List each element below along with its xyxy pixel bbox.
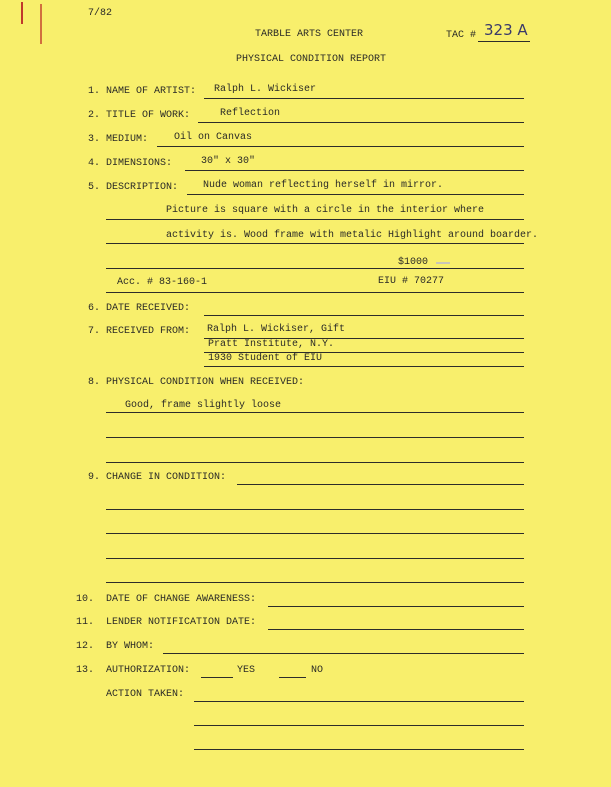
date-code: 7/82 [88,8,113,19]
medium-label: MEDIUM: [106,134,149,145]
item-number: 1. [88,86,101,97]
smudge [436,262,450,264]
action-rule-3 [194,749,524,750]
artist-value: Ralph L. Wickiser [214,84,317,95]
condition-received-label: PHYSICAL CONDITION WHEN RECEIVED: [106,377,305,388]
item-number: 6. [88,303,101,314]
condition-rule-2 [106,437,524,438]
item-number: 5. [88,182,101,193]
item-number: 12. [76,641,95,652]
item-number: 4. [88,158,101,169]
description-rule-1 [187,194,524,195]
lender-label: LENDER NOTIFICATION DATE: [106,617,257,628]
medium-value: Oil on Canvas [174,132,253,143]
change-rule-1 [237,484,524,485]
acc-number: Acc. # 83-160-1 [117,277,208,288]
dimensions-line [185,170,524,171]
action-rule-1 [194,701,524,702]
yes-blank [201,677,233,678]
change-awareness-label: DATE OF CHANGE AWARENESS: [106,594,257,605]
description-label: DESCRIPTION: [106,182,179,193]
change-rule-4 [106,558,524,559]
item-number: 2. [88,110,101,121]
description-rule-3 [106,243,524,244]
condition-received-value: Good, frame slightly loose [125,400,282,411]
lender-line [268,629,524,630]
artist-label: NAME OF ARTIST: [106,86,197,97]
change-awareness-line [268,606,524,607]
by-whom-label: BY WHOM: [106,641,155,652]
center-name: TARBLE ARTS CENTER [255,29,364,40]
artist-line [204,98,524,99]
authorization-label: AUTHORIZATION: [106,665,191,676]
tac-line [478,41,530,42]
action-label: ACTION TAKEN: [106,689,185,700]
item-number: 7. [88,326,101,337]
description-line-2: Picture is square with a circle in the interior where [166,205,485,216]
action-rule-2 [194,725,524,726]
received-from-rule-3 [204,366,524,367]
change-label: CHANGE IN CONDITION: [106,472,227,483]
item-number: 3. [88,134,101,145]
change-rule-5 [106,582,524,583]
description-line-1: Nude woman reflecting herself in mirror. [203,180,444,191]
medium-line [157,146,524,147]
no-blank [279,677,306,678]
change-rule-3 [106,533,524,534]
received-from-line-1: Ralph L. Wickiser, Gift [207,324,346,335]
value-rule [106,268,524,269]
tac-value: 323 A [484,21,528,39]
item-number: 8. [88,377,101,388]
description-line-3: activity is. Wood frame with metalic Highlight around boarder. [166,230,539,241]
title-value: Reflection [220,108,281,119]
yes-label: YES [237,665,256,676]
received-from-line-2: Pratt Institute, N.Y. [208,339,335,350]
eiu-number: EIU # 70277 [378,276,445,287]
item-number: 13. [76,665,95,676]
date-received-line [204,315,524,316]
received-from-line-3: 1930 Student of EIU [208,353,323,364]
item-number: 9. [88,472,101,483]
item-number: 11. [76,617,95,628]
date-received-label: DATE RECEIVED: [106,303,191,314]
condition-rule-1 [106,412,524,413]
change-rule-2 [106,509,524,510]
tac-label: TAC # [446,30,477,41]
condition-rule-3 [106,462,524,463]
appraised-value: $1000 [398,257,429,268]
title-line [198,122,524,123]
dimensions-value: 30" x 30" [201,156,256,167]
title-label: TITLE OF WORK: [106,110,191,121]
received-from-label: RECEIVED FROM: [106,326,191,337]
no-label: NO [311,665,324,676]
report-title: PHYSICAL CONDITION REPORT [236,54,387,65]
margin-mark [21,2,23,24]
item-number: 10. [76,594,95,605]
dimensions-label: DIMENSIONS: [106,158,173,169]
by-whom-line [163,653,524,654]
margin-mark [40,4,42,44]
description-rule-2 [106,219,524,220]
acc-rule [106,292,524,293]
